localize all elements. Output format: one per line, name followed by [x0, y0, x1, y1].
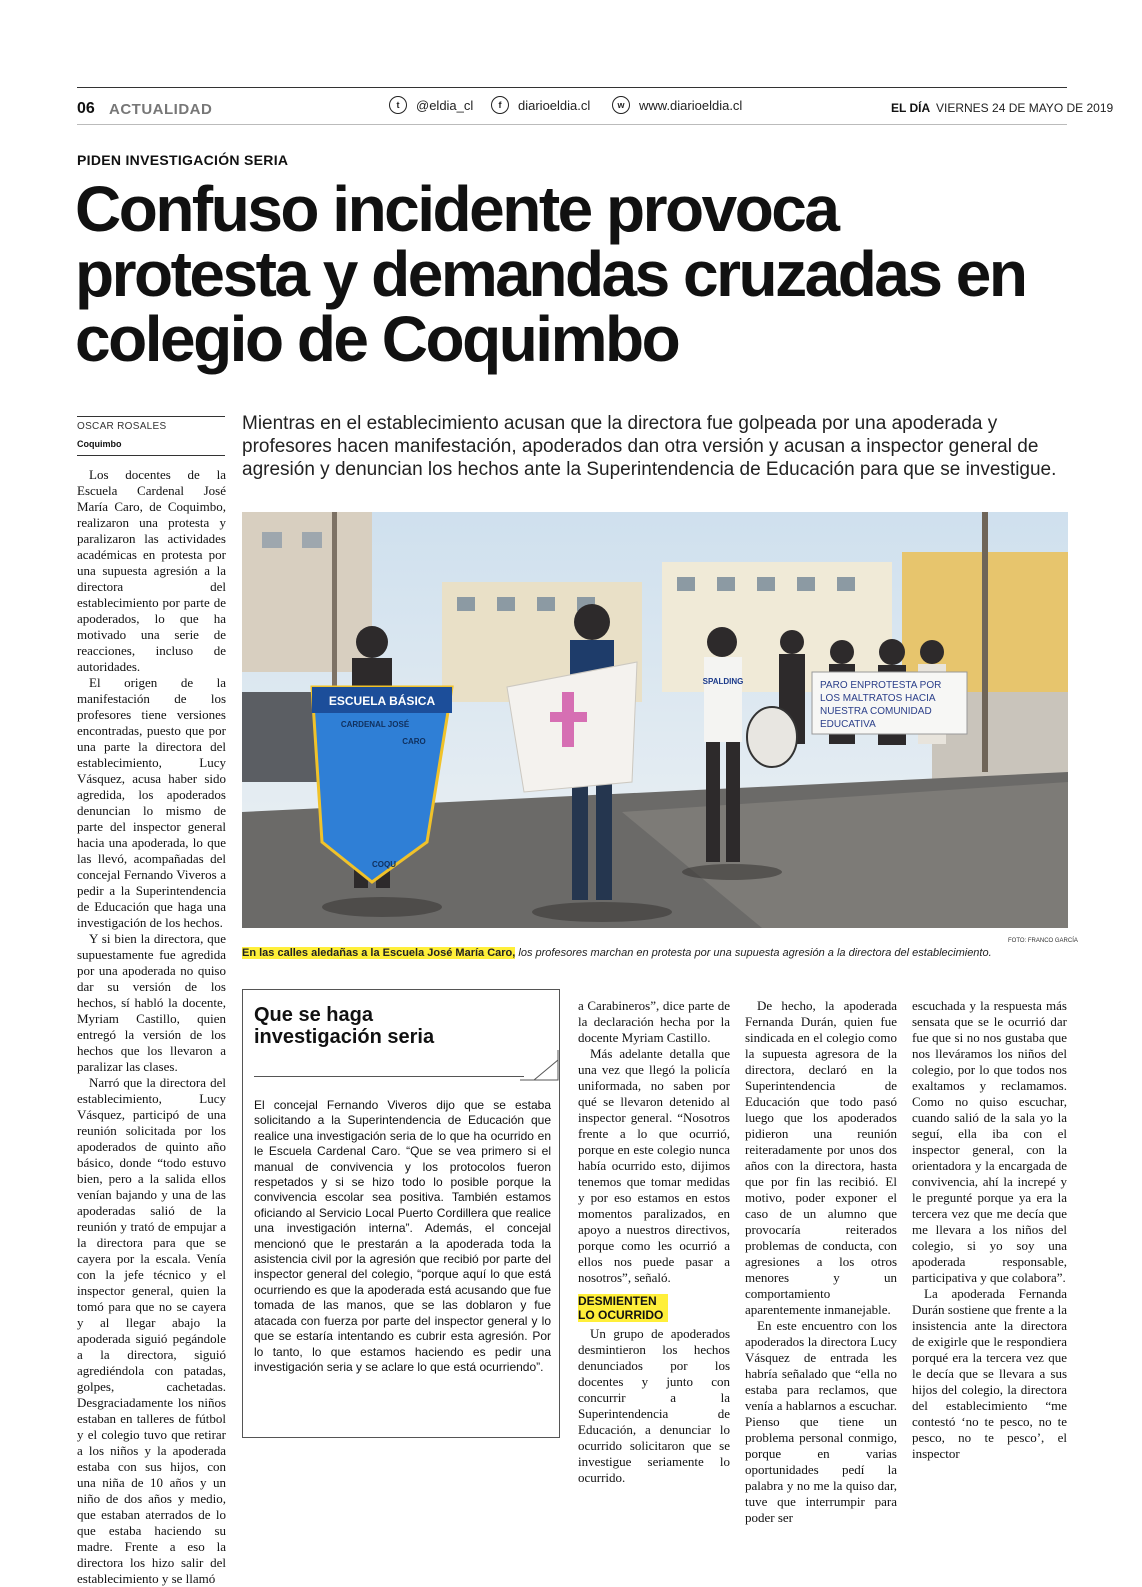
- twitter-link[interactable]: [389, 96, 473, 114]
- paragraph: Los docentes de la Escuela Cardenal José María Caro, de Coquimbo, realizaron una protesta y paralizaron las actividades académicas en protesta por una supuesta agresión a la directora del establecimiento por parte de apoderados, lo que ha motivado una serie de reacciones, incluso de autoridades.: [77, 467, 226, 674]
- subheading: DESMIENTEN LO OCURRIDO: [578, 1294, 668, 1322]
- body-column-1: [77, 467, 226, 1587]
- sidebar-box-text: El concejal Fernando Viveros dijo que se estaba solicitando a la Superintendencia de Educación que realice una investigación seria de lo que ha ocurrido en le Escuela Cardenal Caro. “Que se vea primero si el manual de convivencia y los protocolos fueron respetados y si se hizo todo lo posible porque la convivencia escolar sea positiva. También estamos oficiando al Servicio Local Puerto Cordillera que realice una investigación interna”. Además, el concejal mencionó que le prestarán a la apoderada toda la asistencia civil por la agresión que recibió por parte del inspector general del colegio, “porque aquí lo que está ocurriendo es que la apoderada está acusando que fue tomada de las manos, que se las doblaron y fue atacada con fuerza por parte del inspector general y lo que se estaría intentando es cubrir esta agresión. Por lo tanto, lo que estamos haciendo es pedir una investigación seria y se aclare lo que está ocurriendo”.: [254, 1098, 551, 1374]
- byline-rule: [77, 416, 225, 417]
- sidebar-box-left-rule: [242, 989, 243, 1438]
- website-url: www.diarioeldia.cl: [639, 97, 743, 113]
- body-column-5: [912, 998, 1067, 1462]
- facebook-icon: f: [491, 96, 509, 114]
- photo-credit: FOTO: FRANCO GARCÍA: [1008, 938, 1078, 944]
- facebook-page: diarioeldia.cl: [518, 97, 591, 113]
- deck: Mientras en el establecimiento acusan que la directora fue golpeada por una apoderada y profesores hacen manifestación, apoderados dan otra versión y acusan a inspector general de agresión y denuncian los hechos ante la Superintendencia de Educación para que se investigue.: [242, 413, 1057, 480]
- photo-protest-sign: PARO ENPROTESTA POR LOS MALTRATOS HACIA NUESTRA COMUNIDAD EDUCATIVA: [820, 680, 942, 730]
- sidebar-title-rule: [254, 1076, 524, 1077]
- paragraph: Un grupo de apoderados desmintieron los hechos denunciados por los docentes y junto con concurrir a la Superintendencia de Educación, a denunciar lo ocurrido solicitaron que se investigue seriamente lo ocurrido.: [578, 1326, 730, 1485]
- header-bottom-rule: [77, 124, 1067, 125]
- paragraph: En este encuentro con los apoderados la directora Lucy Vásquez de entrada les habría señalado que “ella no estaba para reclamos, que venía a hablarnos a escuchar. Pienso que tiene un problema personal conmigo, porque en varias oportunidades pedí la palabra y no me la quiso dar, tuve que interrumpir para poder ser: [745, 1318, 897, 1525]
- web-link[interactable]: [612, 96, 742, 114]
- caption-lead: En las calles aledañas a la Escuela José María Caro,: [242, 947, 516, 959]
- kicker: PIDEN INVESTIGACIÓN SERIA: [77, 152, 289, 168]
- photo-banner-line3: CARO: [402, 737, 426, 746]
- photo-banner-line4: COQU: [372, 860, 396, 869]
- article-photo: [242, 512, 1068, 928]
- paragraph: El origen de la manifestación de los profesores tiene versiones encontradas, puesto que por una parte la directora del establecimiento, Lucy Vásquez, acusa haber sido agredida, los apoderados denuncian lo mismo de parte del inspector general hacia una apoderada, lo que las llevó, acompañadas del concejal Fernando Viveros a pedir a la Superintendencia de Educación que haga una investigación de los hechos.: [77, 675, 226, 930]
- web-icon: w: [612, 96, 630, 114]
- photo-banner-line2: CARDENAL JOSÉ: [340, 720, 410, 729]
- headline: Confuso incidente provoca protesta y demandas cruzadas en colegio de Coquimbo: [75, 173, 1026, 375]
- paragraph: La apoderada Fernanda Durán sostiene que frente a la insistencia ante la directora de exigirle que le respondiera porqué era la tercera vez que le decía que se llevara a sus hijos del colegio, la directora del establecimiento “me contestó ‘no te pesco, no te pesco, no te pesco’, el inspector: [912, 1286, 1067, 1461]
- photo-shirt-text: SPALDING: [702, 677, 744, 686]
- byline-rule-bottom: [77, 455, 225, 456]
- page-number: 06: [77, 100, 95, 117]
- twitter-icon: t: [389, 96, 407, 114]
- paragraph: Más adelante detalla que una vez que llegó la policía uniformada, no saben por qué se llevaron detenido al inspector general. “Nosotros frente a lo que ocurrió, porque en este colegio nunca había ocurrido esto, dijimos tenemos que tomar medidas y por eso estamos en estos momentos paralizados, en apoyo a nuestros directivos, porque como les ocurrió a ellos nos puede pasar a nosotros”, señaló.: [578, 1046, 730, 1285]
- photo-caption: [242, 947, 1068, 959]
- body-column-3: [578, 998, 730, 1486]
- header-top-rule: [77, 87, 1067, 88]
- newspaper-brand: EL DÍA: [891, 101, 931, 115]
- author: OSCAR ROSALES: [77, 421, 167, 432]
- sidebar-box-title: Que se haga investigación seria: [254, 1004, 435, 1048]
- issue-date: VIERNES 24 DE MAYO DE 2019: [936, 101, 1114, 115]
- twitter-handle: @eldia_cl: [416, 97, 474, 113]
- facebook-link[interactable]: [491, 96, 590, 114]
- paragraph: Narró que la directora del establecimiento, Lucy Vásquez, participó de una reunión solicitada por los apoderados de quinto año básico, donde “todo estuvo bien, pero a la salida ellos venían bajando y una de las apoderadas salió de la reunión y trató de empujar a la directora para que se cayera por la escala. Venía con la jefe técnico y el inspector general, quien la tomó para que no se cayera y al llegar abajo la apoderada siguió pegándole a la directora, siguió agrediéndola con patadas, golpes, cachetadas. Desgraciadamente los niños estaban en talleres de fútbol y el colegio tuvo que retirar a los niños y la apoderada estaba con sus hijos, con una niña de 10 años y un niño de dos años y medio, que estaban aterrados de lo que estaba haciendo su madre. Frente a eso la directora los hizo salir del establecimiento y se llamó: [77, 1075, 226, 1586]
- caption-text: los profesores marchan en protesta por una supuesta agresión a la directora del establecimiento.: [515, 947, 992, 959]
- paragraph: De hecho, la apoderada Fernanda Durán, quien fue sindicada en el colegio como la supuesta agresora de la directora, declaró en la Superintendencia de Educación que todo pasó luego que los apoderados pidieron una reunión reiteradamente por unos dos años con la directora, hasta que por fin las recibió. El motivo, poder exponer el caso de un alumno que provocaría reiterados problemas de conducta, con agresiones a los otros menores y un comportamiento aparentemente inmanejable.: [745, 998, 897, 1317]
- dateline-city: Coquimbo: [77, 439, 122, 449]
- body-column-4: [745, 998, 897, 1526]
- sidebar-box-bottom-rule: [242, 1437, 560, 1438]
- section-name: ACTUALIDAD: [109, 101, 213, 118]
- paragraph: a Carabineros”, dice parte de la declaración hecha por la docente Myriam Castillo.: [578, 998, 730, 1045]
- paragraph: Y si bien la directora, que supuestamente fue agredida por una apoderada no quiso dar su versión de los hechos, sí habló la docente, Myriam Castillo, quien entregó la versión de los hechos que los llevaron a paralizar las clases.: [77, 931, 226, 1074]
- photo-banner-title: ESCUELA BÁSICA: [328, 694, 436, 708]
- speech-bubble-tail: [520, 1050, 560, 1084]
- paragraph: escuchada y la respuesta más sensata que se le ocurrió dar fue que si no nos gustaba que nos lleváramos los niños del colegio, por lo que todos nos exaltamos y reclamamos. Como no quiso escuchar, cuando salió de la sala yo la seguí, ella iba con el inspector general, con la orientadora y la encargada de convivencia, ahí la increpé y le pregunté porque ya era la tercera vez que me decía que me llevara a los niños del colegio, si yo soy una apoderada responsable, participativa y que colabora”.: [912, 998, 1067, 1285]
- sidebar-box-top-rule: [242, 989, 559, 990]
